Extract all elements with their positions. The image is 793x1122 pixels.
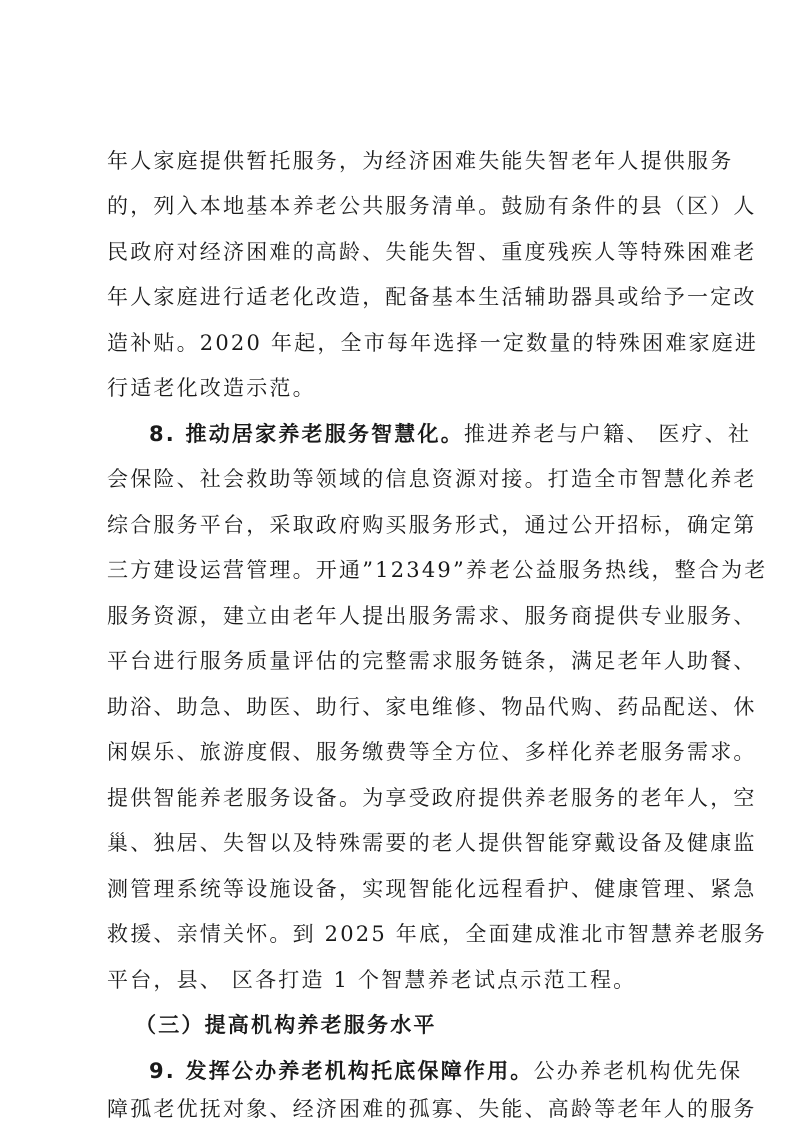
text-line: 障孤老优抚对象、经济困难的孤寡、失能、高龄等老年人的服务 bbox=[107, 1097, 757, 1121]
text-run: 推进养老与户籍、 医疗、社 bbox=[463, 422, 752, 446]
text-line: 助浴、助急、助医、助行、家电维修、物品代购、药品配送、休 bbox=[107, 695, 757, 719]
text-line: 闲娱乐、旅游度假、服务缴费等全方位、多样化养老服务需求。 bbox=[107, 740, 757, 764]
paragraph-first-line bbox=[149, 1058, 743, 1084]
text-line: 提供智能养老服务设备。为享受政府提供养老服务的老年人，空 bbox=[107, 786, 757, 810]
text-line: 救援、亲情关怀。到 2025 年底，全面建成淮北市智慧养老服务 bbox=[107, 922, 767, 946]
text-line: 测管理系统等设施设备，实现智能化远程看护、健康管理、紧急 bbox=[107, 877, 757, 901]
text-line: 会保险、社会救助等领域的信息资源对接。打造全市智慧化养老 bbox=[107, 467, 757, 491]
text-line: 年人家庭提供暂托服务，为经济困难失能失智老年人提供服务 bbox=[107, 149, 734, 173]
text-line: 服务资源，建立由老年人提出服务需求、服务商提供专业服务、 bbox=[107, 604, 757, 628]
item-heading: 9. 发挥公办养老机构托底保障作用。 bbox=[149, 1059, 534, 1083]
item-heading: 8. 推动居家养老服务智慧化。 bbox=[149, 422, 464, 446]
text-run: 公办养老机构优先保 bbox=[533, 1059, 743, 1083]
text-line: 三方建设运营管理。开通”12349”养老公益服务热线，整合为老 bbox=[107, 558, 768, 582]
text-line: 平台进行服务质量评估的完整需求服务链条，满足老年人助餐、 bbox=[107, 649, 757, 673]
text-line: 行适老化改造示范。 bbox=[107, 376, 316, 400]
text-line: 造补贴。2020 年起，全市每年选择一定数量的特殊困难家庭进 bbox=[107, 331, 759, 355]
paragraph-first-line bbox=[149, 421, 752, 447]
section-heading: （三）提高机构养老服务水平 bbox=[135, 1013, 437, 1037]
text-line: 巢、独居、失智以及特殊需要的老人提供智能穿戴设备及健康监 bbox=[107, 831, 757, 855]
text-line: 平台，县、 区各打造 1 个智慧养老试点示范工程。 bbox=[107, 968, 637, 992]
text-line: 年人家庭进行适老化改造，配备基本生活辅助器具或给予一定改 bbox=[107, 285, 757, 309]
text-line: 民政府对经济困难的高龄、失能失智、重度残疾人等特殊困难老 bbox=[107, 240, 757, 264]
text-line: 综合服务平台，采取政府购买服务形式，通过公开招标，确定第 bbox=[107, 513, 757, 537]
text-line: 的，列入本地基本养老公共服务清单。鼓励有条件的县（区）人 bbox=[107, 194, 757, 218]
